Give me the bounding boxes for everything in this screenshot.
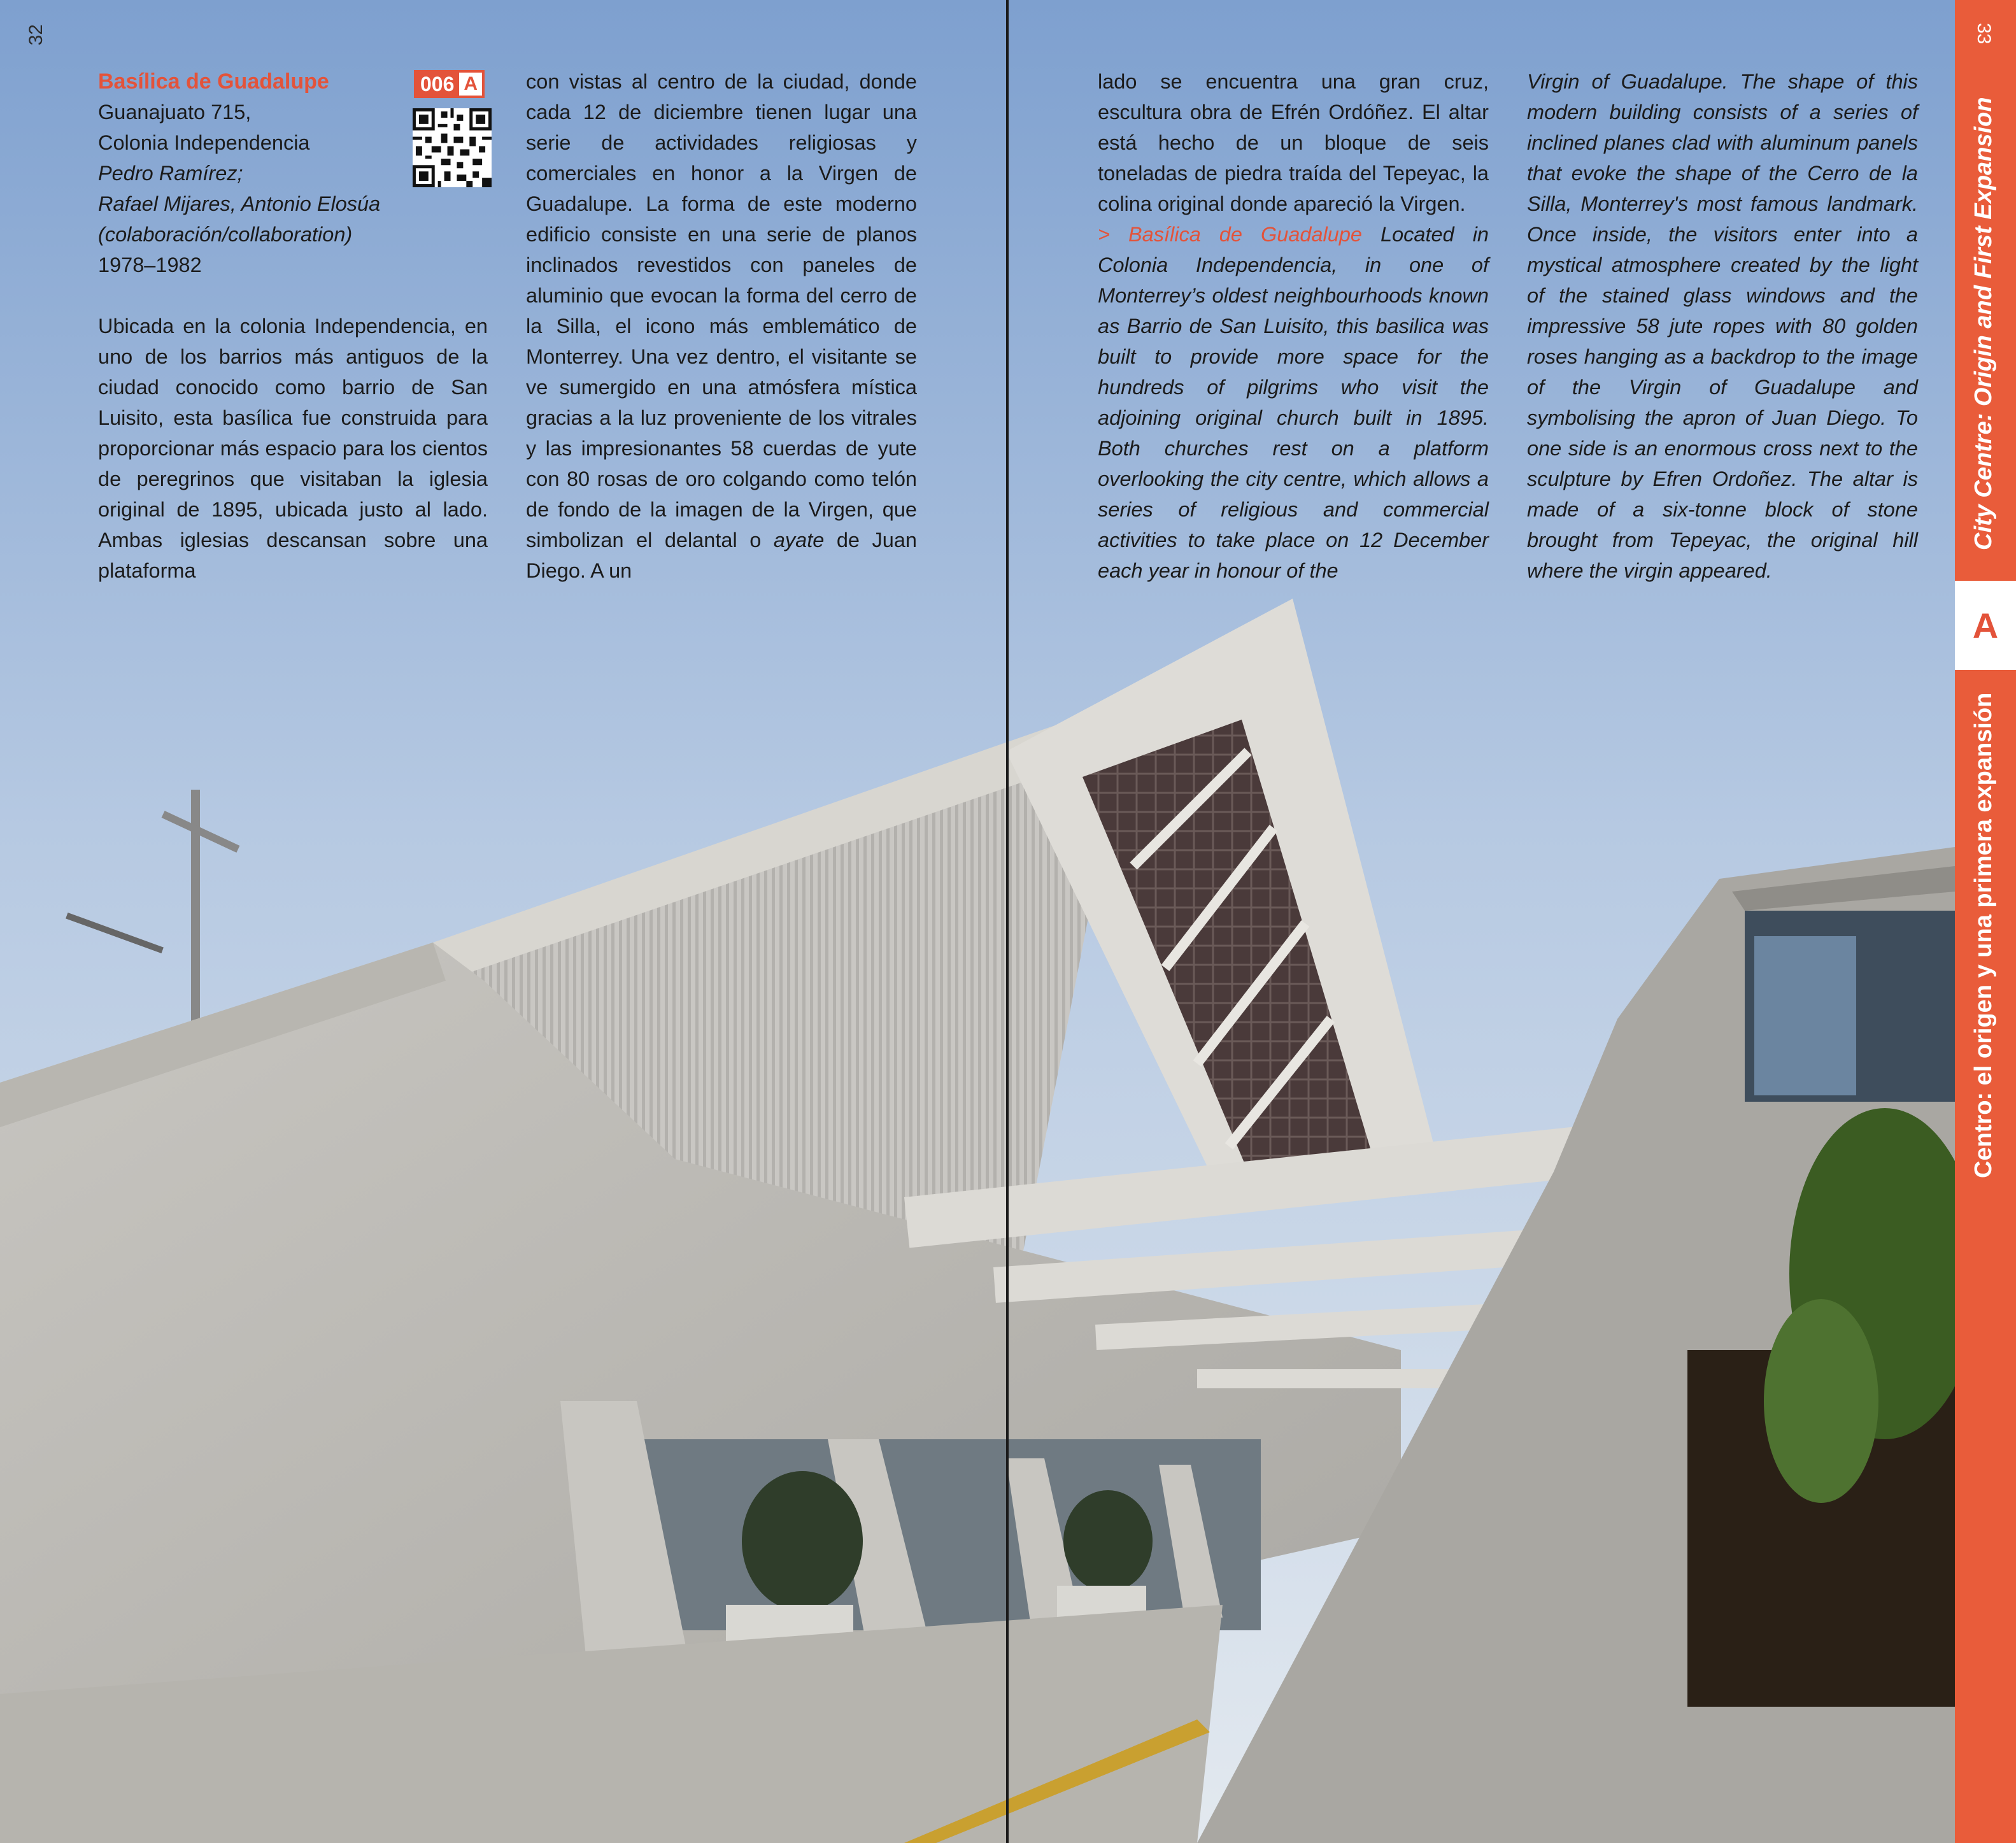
spanish-term-ayate: ayate: [773, 529, 825, 551]
spanish-paragraph-2-part-b: de Juan Diego. A un: [526, 529, 918, 582]
english-column-4: [1527, 66, 1918, 586]
english-paragraph-2: Virgin of Guadalupe. The shape of this modern building consists of a series of inclined planes clad with aluminum panels that evoke the shape of the Cerro de la Silla, Monterrey's most famous landmark. Once inside, the visitors enter into a mystical atmosphere created by the light of the stained glass windows and the impressive 58 jute ropes with 80 golden roses hanging as a backdrop to the image of the Virgin of Guadalupe and symbolising the apron of Juan Diego. To one side is an enormous cross next to the sculpture by Efren Ordoñez. The altar is made of a six-tonne block of stone brought from Tepeyac, the original hill where the virgin appeared.: [1527, 70, 1918, 582]
spanish-paragraph-3: lado se encuentra una gran cruz, escultura obra de Efrén Ordóñez. El altar está hecho de un bloque de seis toneladas de piedra traída del Tepeyac, la colina original donde apareció la Virgen.: [1098, 70, 1489, 215]
spanish-column-2: [526, 66, 917, 586]
entry-address-line-1: Guanajuato 715,: [98, 101, 252, 124]
entry-title: Basílica de Guadalupe: [98, 69, 329, 94]
entry-address-line-2: Colonia Independencia: [98, 131, 310, 154]
sidebar-section-english: City Centre: Origin and First Expansion: [1970, 97, 1997, 550]
spanish-paragraph-1: Ubicada en la colonia Independencia, en uno de los barrios más antiguos de la ciudad conocido como barrio de San Luisito, esta basílica fue construida para proporcionar más espacio para los cientos de peregrinos que visitaban la iglesia original de 1895, ubicada justo al lado. Ambas iglesias descansan sobre una plataforma: [98, 315, 488, 582]
entry-architect-line-2: Rafael Mijares, Antonio Elosúa: [98, 192, 381, 215]
page-gutter: [1006, 0, 1009, 1843]
entry-architect-line-1: Pedro Ramírez;: [98, 162, 243, 185]
entry-badge-letter: A: [459, 73, 482, 96]
sidebar-chapter-letter: A: [1972, 605, 1999, 646]
mixed-column-3: [1098, 66, 1489, 586]
english-paragraph-1: [1098, 219, 1489, 586]
page-number-left: 32: [25, 24, 46, 46]
qr-code-icon[interactable]: [413, 108, 492, 187]
sidebar-section-spanish: Centro: el origen y una primera expansión: [1970, 692, 1997, 1178]
spanish-paragraph-2: [526, 66, 917, 586]
entry-badge: [414, 70, 485, 98]
entry-years: 1978–1982: [98, 253, 202, 276]
english-paragraph-1-text: Located in Colonia Independencia, in one of Monterrey’s oldest neighbourhoods known as Barrio de San Luisito, this basilica was built to provide more space for the hundreds of pilgrims who visit the adjoining original church built in 1895. Both churches rest on a platform overlooking the city centre, which allows a series of religious and commercial activities to take place on 12 December each year in honour of the: [1098, 223, 1489, 582]
entry-architect-line-3: (colaboración/collaboration): [98, 223, 353, 246]
english-lead-title: > Basílica de Guadalupe: [1098, 223, 1363, 246]
entry-badge-number: 006: [420, 73, 455, 96]
spanish-paragraph-2-part-a: con vistas al centro de la ciudad, donde cada 12 de diciembre tienen lugar una serie de actividades religiosas y comerciales en honor a la Virgen de Guadalupe. La forma de este moderno edificio consiste en una serie de planos inclinados revestidos con paneles de aluminio que evocan la forma del cerro de la Silla, el icono más emblemático de Monterrey. Una vez dentro, el visitante se ve sumergido en una atmósfera mística gracias a la luz proveniente de los vitrales y las impresionantes 58 cuerdas de yute con 80 rosas de oro colgando como telón de fondo de la imagen de la Virgen, que simbolizan el delantal o: [526, 70, 917, 551]
page-number-right: 33: [1973, 23, 1994, 45]
